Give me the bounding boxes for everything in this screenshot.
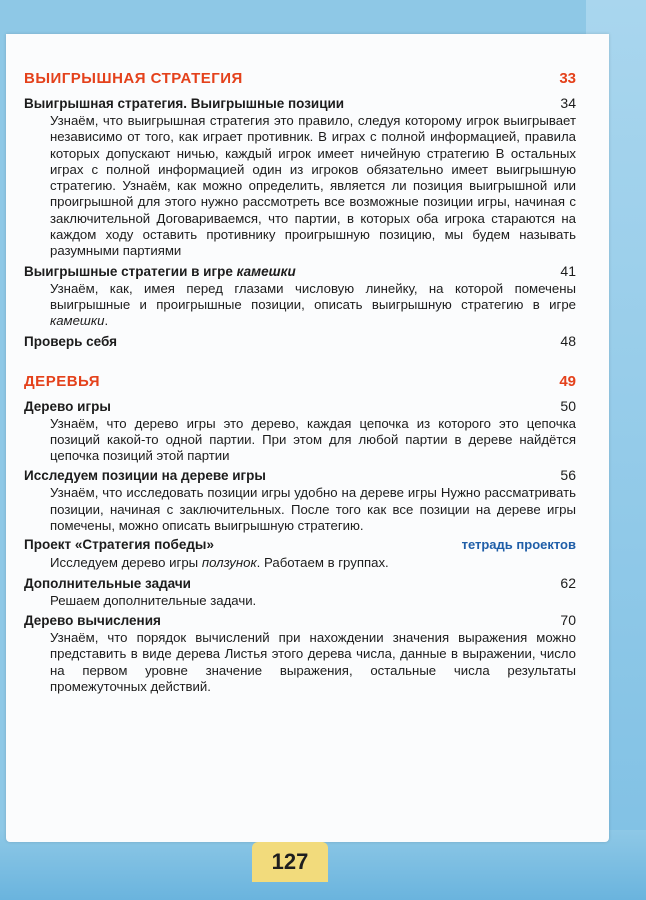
toc-entry[interactable]: [24, 263, 576, 281]
entry-page: 41: [560, 262, 576, 279]
section-heading[interactable]: [24, 70, 576, 92]
entry-title: Выигрышные стратегии в игре камешки: [24, 263, 296, 279]
toc-page: [6, 34, 609, 842]
toc-entry[interactable]: [24, 398, 576, 416]
entry-description: Исследуем дерево игры ползунок. Работаем в группах.: [50, 555, 389, 571]
section-page: 49: [559, 372, 576, 390]
toc-entry[interactable]: [24, 537, 576, 555]
entry-page: 48: [560, 332, 576, 349]
toc-content: [24, 70, 576, 695]
entry-title: Выигрышная стратегия. Выигрышные позиции: [24, 96, 345, 111]
section-title: ДЕРЕВЬЯ: [24, 372, 101, 390]
entry-title: Дерево вычисления: [24, 612, 161, 628]
entry-description: Узнаём, что выигрышная стратегия это правило, следуя которому игрок выигрывает независимо от того, как играет противник. В играх с полной информацией, правила которых допускают ничью, каждый игрок имеет ничейную стратегию В остальных играх с полной информацией один из игроков обязательно имеет выигрышную стратегию. Узнаём, как можно определить, является ли позиция выигрышной или проигрышной для этого нужно рассмотреть все возможные позиции игры, начиная с заключительной Договариваемся, что партии, в которых оба игрока стараются на каждом ходу оставить противнику проигрышную позицию, мы будем называть разумными партиями: [50, 113, 576, 259]
entry-title: Проект «Стратегия победы»: [24, 537, 214, 553]
project-notebook-link[interactable]: тетрадь проектов: [461, 537, 576, 553]
entry-page: 50: [560, 397, 576, 414]
page-number: 127: [252, 842, 328, 882]
toc-entry[interactable]: [24, 333, 576, 351]
entry-title: Дерево игры: [24, 398, 111, 414]
entry-title: Исследуем позиции на дереве игры: [24, 468, 266, 484]
entry-description: Узнаём, что дерево игры это дерево, каждая цепочка из которого это цепочка позиций какой-то одной партии. При этом для любой партии в дереве найдётся цепочка позиций этой партии: [50, 415, 576, 464]
entry-page: 62: [560, 574, 576, 591]
entry-title: Дополнительные задачи: [24, 575, 191, 591]
entry-description: Узнаём, как, имея перед глазами числовую линейку, на которой помечены выигрышные и проигрышные позиции, описать выигрышную стратегию в игре камешки.: [50, 280, 576, 329]
toc-entry[interactable]: [24, 95, 576, 113]
entry-description: Решаем дополнительные задачи.: [50, 592, 257, 608]
toc-entry[interactable]: [24, 467, 576, 485]
section-title: ВЫИГРЫШНАЯ СТРАТЕГИЯ: [24, 70, 243, 87]
entry-page: 56: [560, 467, 576, 484]
section-page: 33: [559, 70, 576, 87]
entry-description: Узнаём, что порядок вычислений при нахождении значения выражения можно представить в виде дерева Листья этого дерева числа, данные в выражении, число на первом уровне значение выражения, остальные числа результаты промежуточных действий.: [50, 629, 576, 694]
entry-page: 34: [560, 95, 576, 111]
toc-entry[interactable]: [24, 575, 576, 593]
entry-description: Узнаём, что исследовать позиции игры удобно на дереве игры Нужно рассматривать позиции, начиная с заключительных. После того как все позиции на дереве игры помечены, можно описать выигрышную стратегию.: [50, 485, 576, 534]
section-heading[interactable]: [24, 373, 576, 395]
entry-page: 70: [560, 611, 576, 628]
toc-entry[interactable]: [24, 612, 576, 630]
entry-title: Проверь себя: [24, 333, 117, 349]
